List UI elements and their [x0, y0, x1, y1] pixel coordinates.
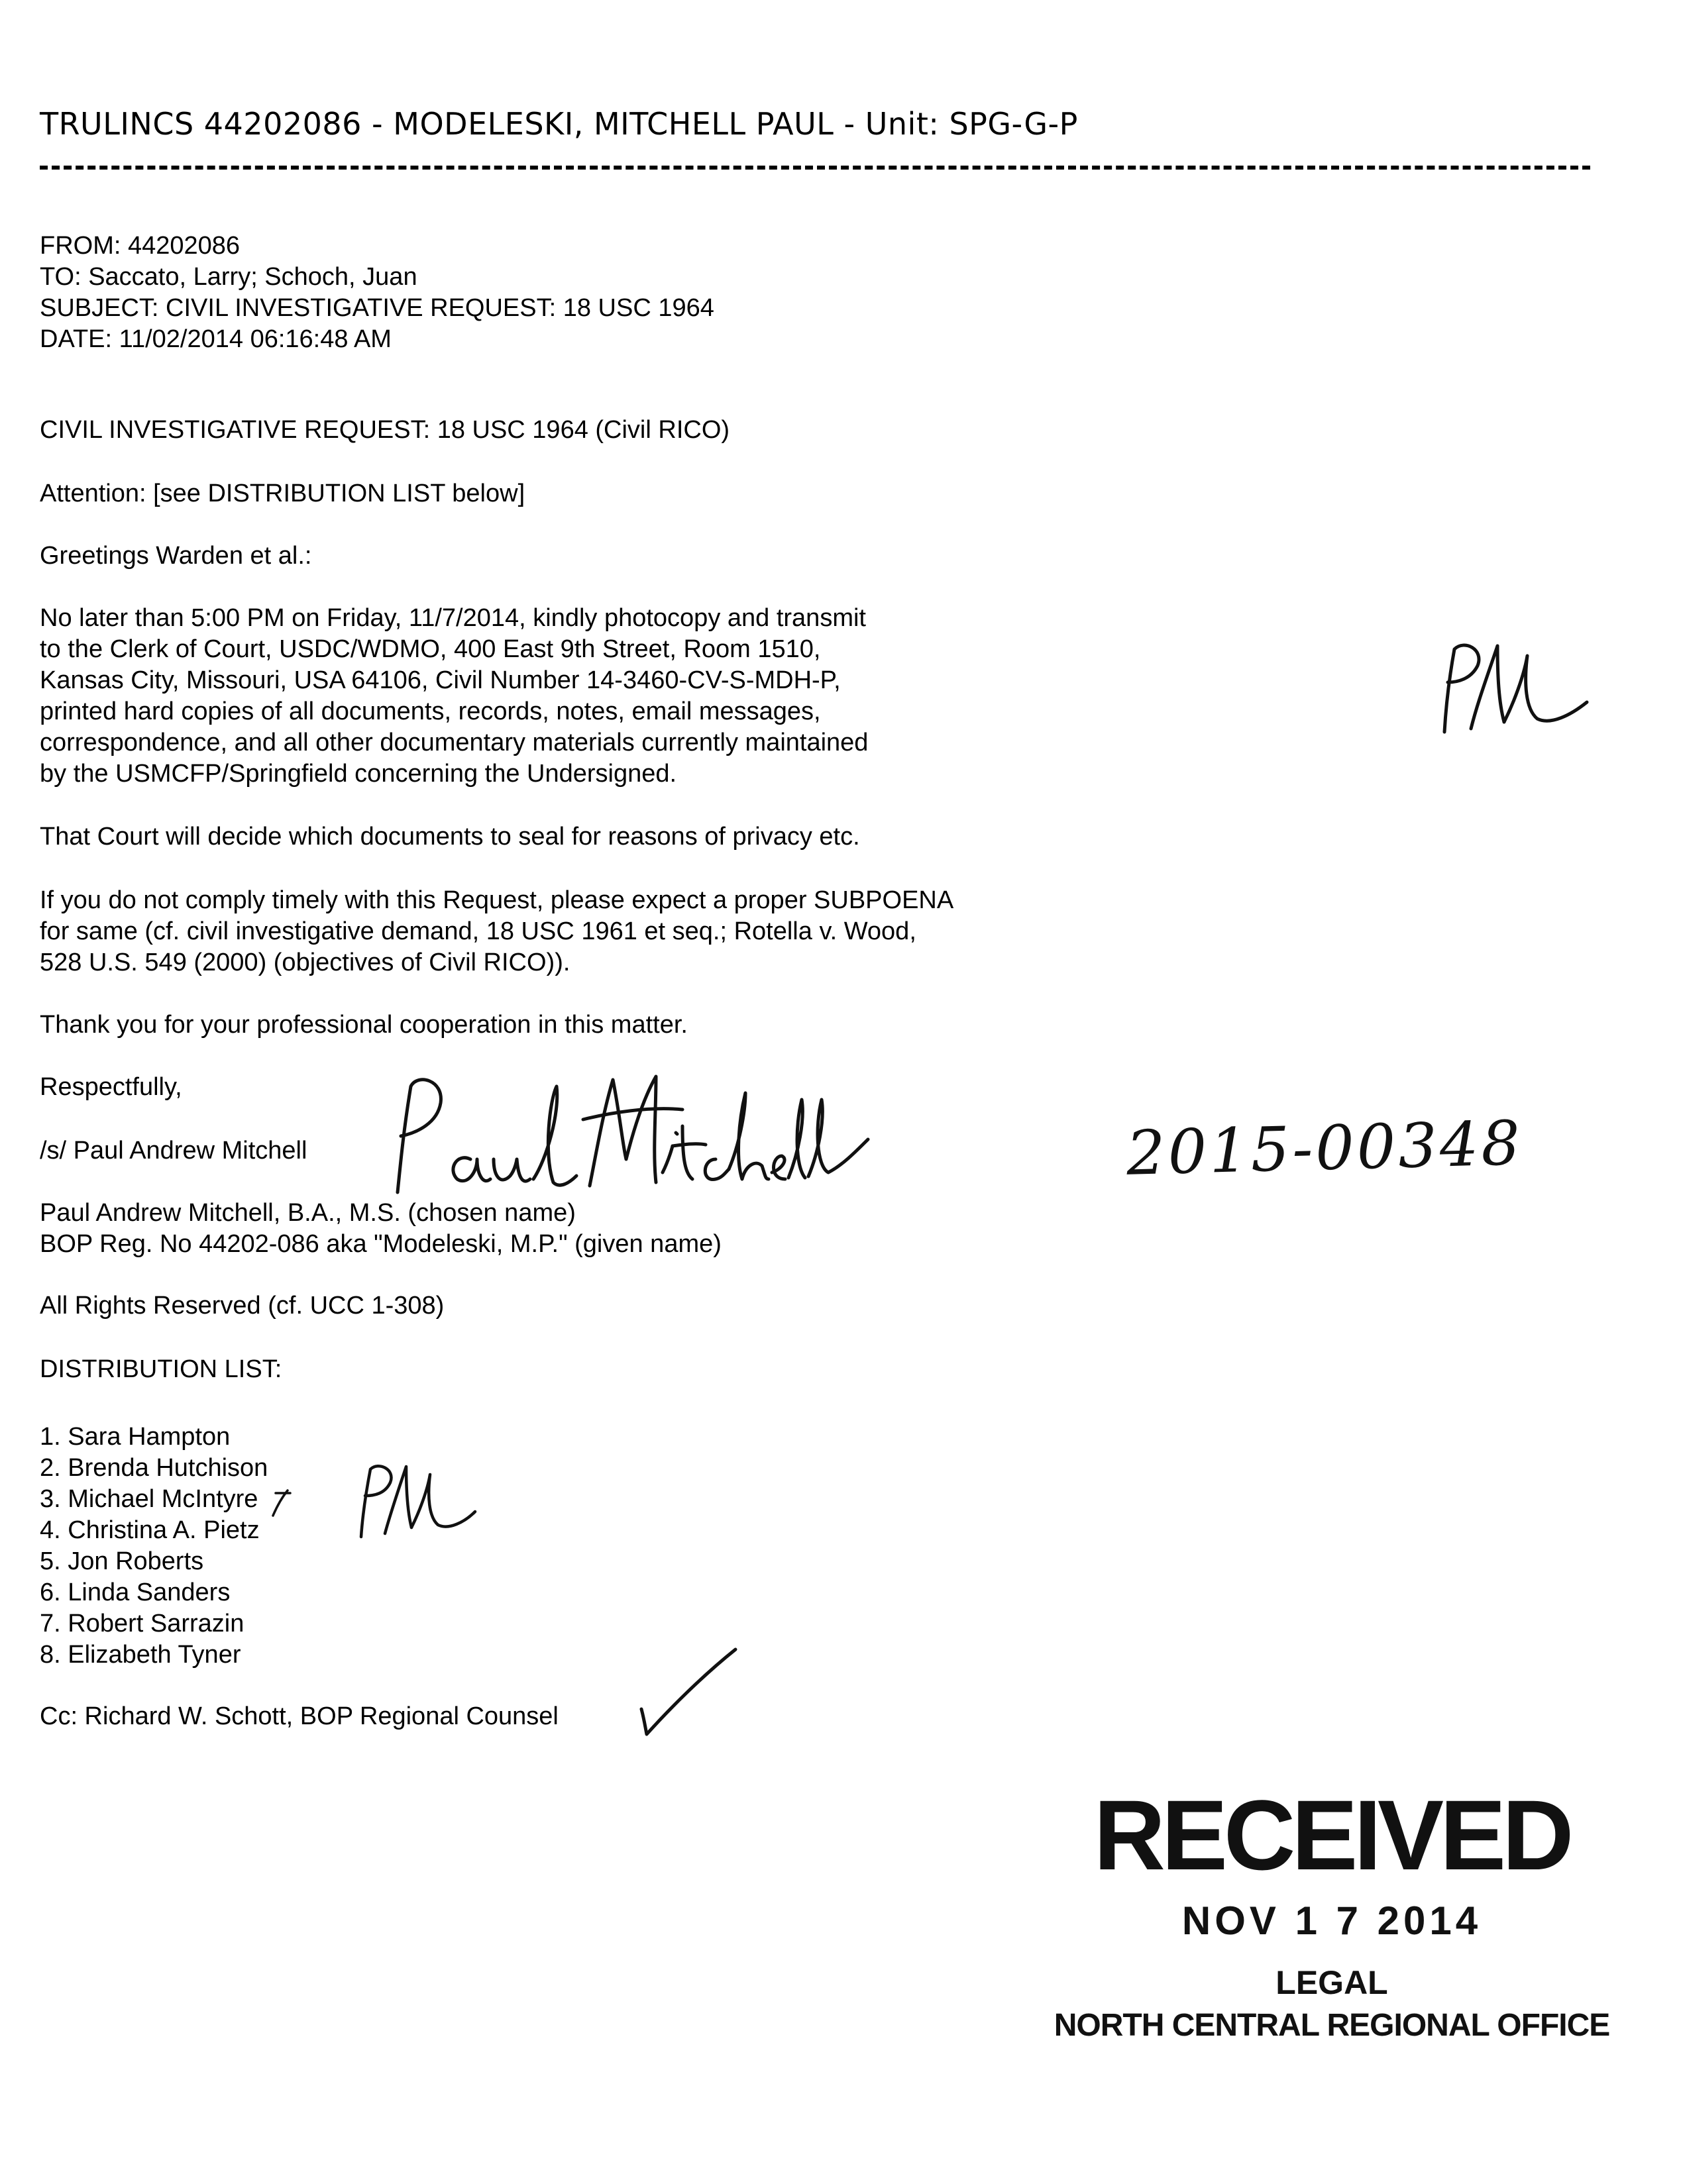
stamp-received: RECEIVED [1093, 1779, 1570, 1891]
list-item: 6. Linda Sanders [40, 1579, 231, 1606]
cc-line: Cc: Richard W. Schott, BOP Regional Counsel [40, 1702, 559, 1730]
handwritten-case-number: 2015-00348 [1125, 1108, 1524, 1189]
received-stamp [1034, 1779, 1630, 2046]
list-item: 8. Elizabeth Tyner [40, 1641, 241, 1669]
dashed-separator [40, 166, 1590, 170]
paragraph-line: 528 U.S. 549 (2000) (objectives of Civil RICO)). [40, 949, 570, 976]
trulincs-header: TRULINCS 44202086 - MODELESKI, MITCHELL PAUL - Unit: SPG-G-P [40, 106, 1078, 142]
body-heading: CIVIL INVESTIGATIVE REQUEST: 18 USC 1964 (Civil RICO) [40, 416, 730, 444]
paragraph-line: for same (cf. civil investigative demand, 18 USC 1961 et seq.; Rotella v. Wood, [40, 917, 916, 945]
distribution-list [40, 1422, 268, 1671]
paragraph-seal: That Court will decide which documents to seal for reasons of privacy etc. [40, 823, 860, 851]
thanks-line: Thank you for your professional cooperation in this matter. [40, 1011, 688, 1039]
subject-line: SUBJECT: CIVIL INVESTIGATIVE REQUEST: 18 USC 1964 [40, 294, 714, 322]
list-item: 5. Jon Roberts [40, 1547, 204, 1575]
name-line: BOP Reg. No 44202-086 aka "Modeleski, M.P." (given name) [40, 1230, 722, 1258]
paragraph-line: printed hard copies of all documents, records, notes, email messages, [40, 698, 821, 725]
from-line: FROM: 44202086 [40, 232, 241, 260]
handwritten-initials [1425, 636, 1597, 742]
rights-line: All Rights Reserved (cf. UCC 1-308) [40, 1292, 445, 1320]
list-item: 7. Robert Sarrazin [40, 1610, 244, 1638]
paragraph-line: No later than 5:00 PM on Friday, 11/7/2014, kindly photocopy and transmit [40, 604, 866, 632]
paragraph-line: If you do not comply timely with this Request, please expect a proper SUBPOENA [40, 886, 954, 914]
list-item: 4. Christina A. Pietz [40, 1516, 260, 1544]
name-line: Paul Andrew Mitchell, B.A., M.S. (chosen name) [40, 1199, 576, 1227]
list-item: 1. Sara Hampton [40, 1423, 231, 1451]
stamp-office: NORTH CENTRAL REGIONAL OFFICE [1054, 2008, 1610, 2043]
date-line: DATE: 11/02/2014 06:16:48 AM [40, 325, 392, 353]
handwritten-initials-list [348, 1457, 480, 1543]
to-line: TO: Saccato, Larry; Schoch, Juan [40, 263, 417, 291]
check-mark-icon [636, 1643, 742, 1742]
paragraph-line: Kansas City, Missouri, USA 64106, Civil Number 14-3460-CV-S-MDH-P, [40, 666, 841, 694]
distribution-heading: DISTRIBUTION LIST: [40, 1355, 282, 1383]
list-item: 3. Michael McIntyre [40, 1485, 258, 1513]
closing: Respectfully, [40, 1073, 182, 1101]
handwritten-signature [371, 1060, 875, 1212]
stamp-dept: LEGAL [1275, 1964, 1388, 2001]
paragraph-line: by the USMCFP/Springfield concerning the Undersigned. [40, 760, 677, 788]
list-item: 2. Brenda Hutchison [40, 1454, 268, 1482]
paragraph-line: correspondence, and all other documentary materials currently maintained [40, 729, 869, 756]
signature-line: /s/ Paul Andrew Mitchell [40, 1137, 307, 1165]
paragraph-request [40, 603, 868, 790]
stamp-date: NOV 1 7 2014 [1181, 1898, 1482, 1943]
message-meta [40, 231, 714, 355]
paragraph-subpoena [40, 885, 953, 978]
paragraph-line: to the Clerk of Court, USDC/WDMO, 400 East 9th Street, Room 1510, [40, 635, 821, 663]
correction-mark [268, 1486, 294, 1521]
attention-line: Attention: [see DISTRIBUTION LIST below] [40, 480, 525, 507]
greeting: Greetings Warden et al.: [40, 542, 312, 570]
